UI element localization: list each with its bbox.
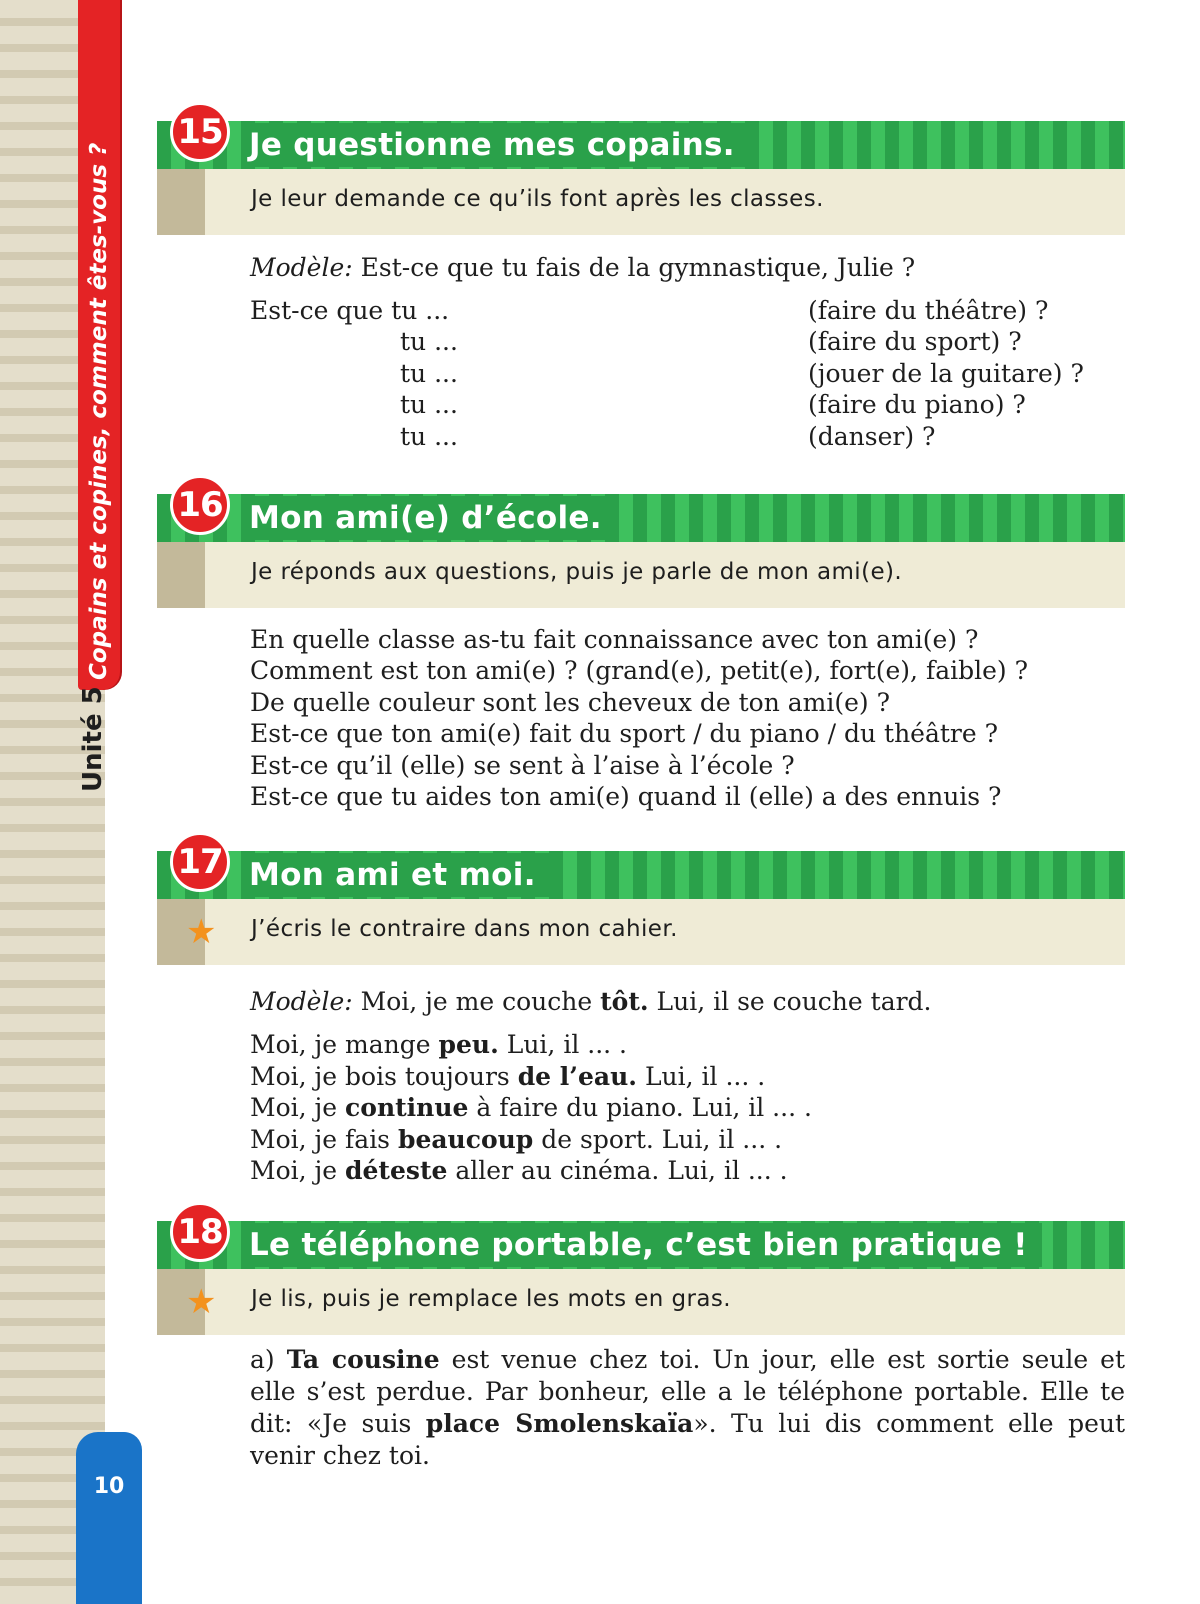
sentence-pre: Moi, je mange: [250, 1030, 431, 1059]
sentence-post: Lui, il ... .: [644, 1062, 766, 1091]
exercise-number-badge: 17: [170, 832, 230, 892]
exercise-title: Le téléphone portable, c’est bien pratique !: [249, 1223, 1042, 1267]
sentence-pre: Moi, je: [250, 1093, 338, 1122]
question-line: De quelle couleur sont les cheveux de ton ami(e) ?: [250, 688, 891, 717]
sentence-line: [250, 1092, 812, 1124]
question-line: Est-ce que tu aides ton ami(e) quand il (elle) a des ennuis ?: [250, 782, 1002, 811]
sentence-bold: continue: [345, 1093, 469, 1122]
activity-hint: (danser) ?: [808, 422, 936, 451]
question-start: tu ...: [400, 390, 458, 419]
sentence-bold: de l’eau.: [517, 1062, 637, 1091]
exercise-header: [157, 121, 1125, 169]
sentence-line: [250, 1029, 627, 1061]
exercise-title: Je questionne mes copains.: [249, 123, 749, 167]
question-line: Est-ce qu’il (elle) se sent à l’aise à l’école ?: [250, 751, 795, 780]
question-start: tu ...: [400, 422, 458, 451]
reading-paragraph: [250, 1344, 1125, 1472]
activity-hint: (faire du piano) ?: [808, 390, 1026, 419]
exercise-instruction-box: [157, 169, 1125, 235]
sentence-pre: Moi, je: [250, 1156, 338, 1185]
paragraph-text: est venue chez toi. Un jour, elle est sortie seule et elle s’est perdue. Par bonheur, elle a le téléphone portable. Elle te dit: «Je suis: [250, 1345, 1126, 1438]
paragraph-bold-place: place Smolenskaïa: [425, 1409, 694, 1438]
sentence-bold: déteste: [345, 1156, 448, 1185]
activity-hint: (jouer de la guitare) ?: [808, 359, 1084, 388]
question-line: Comment est ton ami(e) ? (grand(e), petit(e), fort(e), faible) ?: [250, 656, 1028, 685]
modele-text-bold: tôt.: [600, 987, 649, 1016]
paragraph-label: a): [250, 1345, 275, 1374]
exercise-instruction: J’écris le contraire dans mon cahier.: [251, 916, 678, 942]
exercise-instruction-box: [157, 1269, 1125, 1335]
sentence-pre: Moi, je bois toujours: [250, 1062, 510, 1091]
modele-label: Modèle:: [250, 987, 353, 1016]
sentence-post: aller au cinéma. Lui, il ... .: [455, 1156, 788, 1185]
exercise-number-badge: 15: [170, 102, 230, 162]
modele-label: Modèle:: [250, 253, 353, 282]
paragraph-bold-subject: Ta cousine: [286, 1345, 440, 1374]
question-line: Est-ce que ton ami(e) fait du sport / du piano / du théâtre ?: [250, 719, 999, 748]
sentence-bold: peu.: [438, 1030, 499, 1059]
paragraph-text-end: ». Tu lui dis comment elle peut venir chez toi.: [250, 1409, 1126, 1470]
exercise-instruction: Je leur demande ce qu’ils font après les classes.: [251, 186, 824, 212]
sentence-post: Lui, il ... .: [506, 1030, 627, 1059]
exercise-header: [157, 494, 1125, 542]
star-icon: ★: [186, 912, 217, 952]
exercise-instruction: Je réponds aux questions, puis je parle de mon ami(e).: [251, 559, 903, 585]
exercise-instruction: Je lis, puis je remplace les mots en gras.: [251, 1286, 731, 1312]
exercise-header: [157, 851, 1125, 899]
question-start: tu ...: [400, 327, 458, 356]
exercise-number-badge: 18: [170, 1202, 230, 1262]
sentence-line: [250, 1061, 765, 1093]
sentence-bold: beaucoup: [397, 1125, 534, 1154]
exercise-instruction-box: [157, 542, 1125, 608]
exercise-number-badge: 16: [170, 475, 230, 535]
sentence-post: à faire du piano. Lui, il ... .: [476, 1093, 812, 1122]
question-start: Est-ce que tu ...: [250, 296, 450, 325]
modele-text-pre: Moi, je me couche: [360, 987, 593, 1016]
modele-text: Est-ce que tu fais de la gymnastique, Julie ?: [360, 253, 916, 282]
page-number: 10: [93, 1474, 125, 1499]
sentence-post: de sport. Lui, il ... .: [541, 1125, 783, 1154]
sentence-line: [250, 1124, 782, 1156]
exercise-title: Mon ami et moi.: [249, 853, 550, 897]
question-line: En quelle classe as-tu fait connaissance avec ton ami(e) ?: [250, 625, 979, 654]
chapter-title: Copains et copines, comment êtes-vous ?: [86, 142, 112, 680]
activity-hint: (faire du sport) ?: [808, 327, 1022, 356]
sentence-pre: Moi, je fais: [250, 1125, 391, 1154]
page-tab: [76, 1432, 142, 1604]
exercise-instruction-box: [157, 899, 1125, 965]
activity-hint: (faire du théâtre) ?: [808, 296, 1049, 325]
modele-line: [250, 252, 915, 284]
question-start: tu ...: [400, 359, 458, 388]
sentence-line: [250, 1155, 788, 1187]
modele-text-post: Lui, il se couche tard.: [656, 987, 932, 1016]
exercise-title: Mon ami(e) d’école.: [249, 496, 616, 540]
exercise-header: [157, 1221, 1125, 1269]
modele-line: [250, 986, 932, 1018]
unit-label: Unité 5: [78, 686, 108, 792]
star-icon: ★: [186, 1282, 217, 1322]
